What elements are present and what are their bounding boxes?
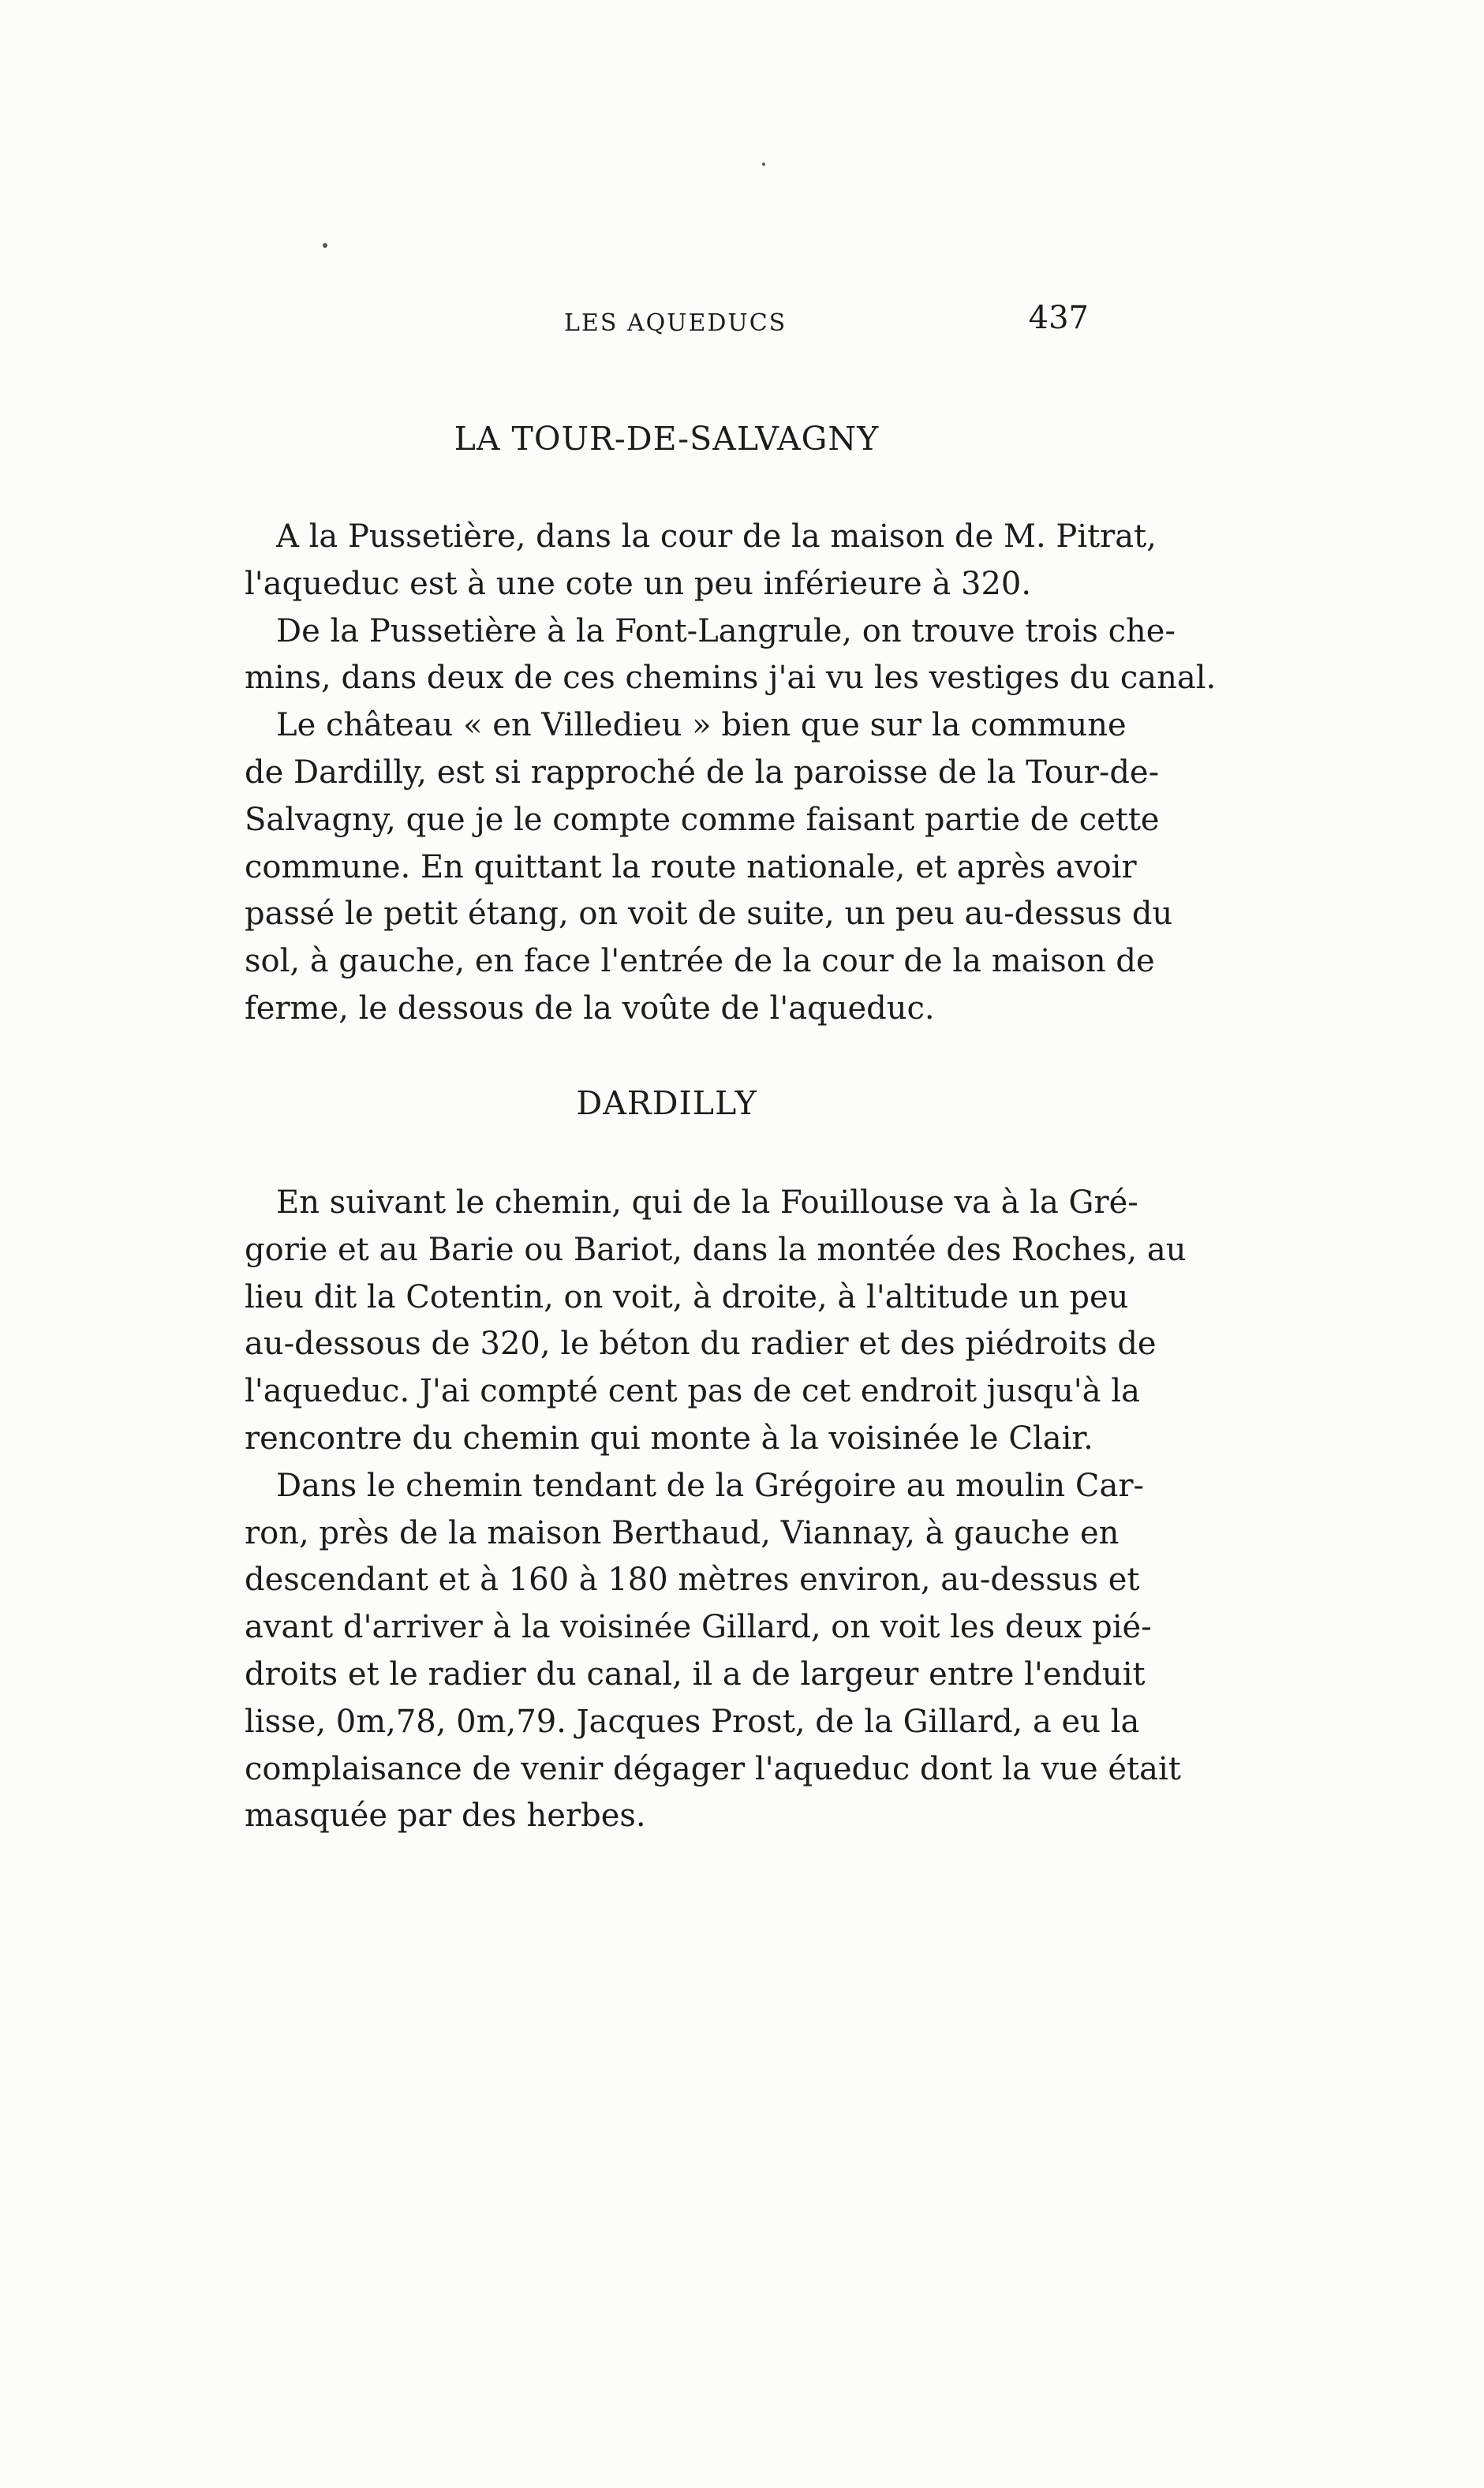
text-line: masquée par des herbes. <box>245 1798 646 1835</box>
section-body-dardilly <box>245 1180 1187 1840</box>
page-header <box>245 300 1089 347</box>
text-line: lieu dit la Cotentin, on voit, à droite, à l'altitude un peu <box>245 1278 1129 1315</box>
text-line: mins, dans deux de ces chemins j'ai vu les vestiges du canal. <box>245 660 1217 697</box>
text-line: au-dessous de 320, le béton du radier et des piédroits de <box>245 1326 1157 1363</box>
text-line: Le château « en Villedieu » bien que sur la commune <box>276 707 1127 744</box>
text-line: sol, à gauche, en face l'entrée de la cour de la maison de <box>245 943 1155 980</box>
text-line: ron, près de la maison Berthaud, Viannay, à gauche en <box>245 1514 1120 1551</box>
text-line: l'aqueduc est à une cote un peu inférieure à 320. <box>245 565 1032 602</box>
ink-speck <box>762 163 765 166</box>
text-line: gorie et au Barie ou Bariot, dans la montée des Roches, au <box>245 1231 1187 1268</box>
text-line: commune. En quittant la route nationale, et après avoir <box>245 848 1137 885</box>
text-line: A la Pussetière, dans la cour de la maison de M. Pitrat, <box>276 518 1157 555</box>
text-line: lisse, 0m,78, 0m,79. Jacques Prost, de la Gillard, a eu la <box>245 1703 1140 1740</box>
text-line: descendant et à 160 à 180 mètres environ, au-dessus et <box>245 1562 1140 1599</box>
text-line: Salvagny, que je le compte comme faisant partie de cette <box>245 801 1160 838</box>
ink-speck <box>323 243 327 248</box>
text-line: avant d'arriver à la voisinée Gillard, on voit les deux pié- <box>245 1609 1152 1646</box>
text-line: passé le petit étang, on voit de suite, un peu au-dessus du <box>245 896 1173 933</box>
text-line: ferme, le dessous de la voûte de l'aqueduc. <box>245 990 935 1027</box>
page-number: 437 <box>1028 300 1089 336</box>
text-line: de Dardilly, est si rapproché de la paroisse de la Tour-de- <box>245 754 1160 791</box>
text-line: rencontre du chemin qui monte à la voisinée le Clair. <box>245 1420 1093 1457</box>
running-head: LES AQUEDUCS <box>564 309 787 337</box>
section-title-tour-de-salvagny: LA TOUR-DE-SALVAGNY <box>454 420 880 458</box>
text-line: De la Pussetière à la Font-Langrule, on trouve trois che- <box>276 612 1176 649</box>
text-line: Dans le chemin tendant de la Grégoire au moulin Car- <box>276 1467 1144 1504</box>
text-line: l'aqueduc. J'ai compté cent pas de cet endroit jusqu'à la <box>245 1373 1140 1410</box>
text-line: complaisance de venir dégager l'aqueduc dont la vue était <box>245 1750 1181 1787</box>
section-body-tour-de-salvagny <box>245 514 1217 1033</box>
text-line: En suivant le chemin, qui de la Fouillouse va à la Gré- <box>276 1184 1138 1221</box>
text-line: droits et le radier du canal, il a de largeur entre l'enduit <box>245 1656 1146 1693</box>
section-title-dardilly: DARDILLY <box>576 1084 757 1122</box>
